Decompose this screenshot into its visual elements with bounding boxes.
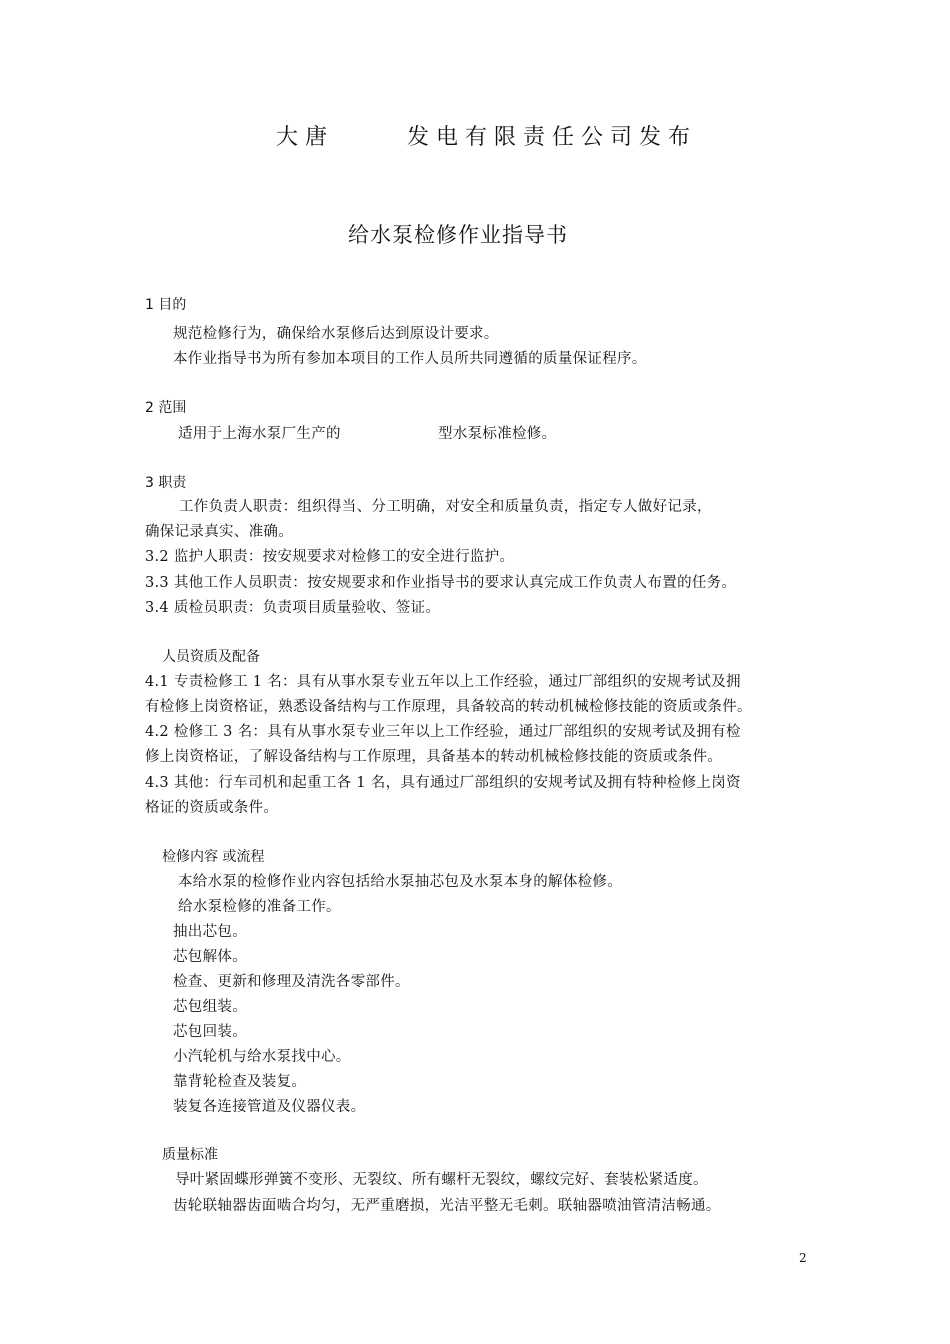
personnel-line: 有检修上岗资格证，熟悉设备结构与工作原理，具备较高的转动机械检修技能的资质或条件。	[145, 699, 752, 715]
content-line: 芯包回装。	[173, 1024, 247, 1040]
scope-line-part1: 适用于上海水泵厂生产的	[178, 426, 341, 442]
personnel-line: 4.2 检修工 3 名：具有从事水泵专业三年以上工作经验，通过厂部组织的安规考试及拥有检	[145, 724, 741, 740]
quality-line: 导叶紧固蝶形弹簧不变形、无裂纹、所有螺杆无裂纹，螺纹完好、套装松紧适度。	[175, 1172, 708, 1188]
personnel-line: 4.1 专责检修工 1 名：具有从事水泵专业五年以上工作经验，通过厂部组织的安规考试及拥	[145, 674, 741, 690]
content-line: 抽出芯包。	[173, 924, 247, 940]
personnel-line: 修上岗资格证，了解设备结构与工作原理，具备基本的转动机械检修技能的资质或条件。	[145, 749, 723, 765]
document-title: 给水泵检修作业指导书	[348, 223, 568, 247]
publisher-left: 大唐	[276, 125, 335, 150]
duties-line: 3.2 监护人职责：按安规要求对检修工的安全进行监护。	[145, 549, 515, 565]
section-heading-content: 检修内容 或流程	[162, 849, 265, 865]
content-line: 本给水泵的检修作业内容包括给水泵抽芯包及水泵本身的解体检修。	[178, 874, 622, 890]
content-line: 靠背轮检查及装复。	[173, 1074, 307, 1090]
content-line: 小汽轮机与给水泵找中心。	[173, 1049, 351, 1065]
personnel-line: 4.3 其他：行车司机和起重工各 1 名，具有通过厂部组织的安规考试及拥有特种检修上岗资	[145, 775, 741, 791]
personnel-line: 格证的资质或条件。	[145, 800, 279, 816]
section-heading-scope: 2 范围	[145, 400, 187, 416]
content-line: 检查、更新和修理及清洗各零部件。	[173, 974, 410, 990]
content-line: 装复各连接管道及仪器仪表。	[173, 1099, 366, 1115]
publisher-right: 发电有限责任公司发布	[407, 125, 698, 150]
page-number: 2	[799, 1251, 807, 1265]
section-heading-purpose: 1 目的	[145, 297, 187, 313]
section-heading-duties: 3 职责	[145, 475, 187, 491]
content-line: 芯包解体。	[173, 949, 247, 965]
duties-line: 工作负责人职责：组织得当、分工明确，对安全和质量负责，指定专人做好记录，	[179, 499, 712, 515]
purpose-line: 本作业指导书为所有参加本项目的工作人员所共同遵循的质量保证程序。	[173, 351, 647, 367]
duties-line: 3.4 质检员职责：负责项目质量验收、签证。	[145, 600, 441, 616]
section-heading-quality: 质量标准	[162, 1147, 218, 1163]
quality-line: 齿轮联轴器齿面啮合均匀，无严重磨损，光洁平整无毛刺。联轴器喷油管清洁畅通。	[173, 1198, 721, 1214]
scope-line-part2: 型水泵标准检修。	[438, 426, 557, 442]
duties-line: 3.3 其他工作人员职责：按安规要求和作业指导书的要求认真完成工作负责人布置的任务。	[145, 575, 737, 591]
section-heading-personnel: 人员资质及配备	[162, 649, 260, 665]
content-line: 给水泵检修的准备工作。	[178, 899, 341, 915]
duties-line: 确保记录真实、准确。	[145, 524, 293, 540]
content-line: 芯包组装。	[173, 999, 247, 1015]
purpose-line: 规范检修行为，确保给水泵修后达到原设计要求。	[173, 326, 499, 342]
